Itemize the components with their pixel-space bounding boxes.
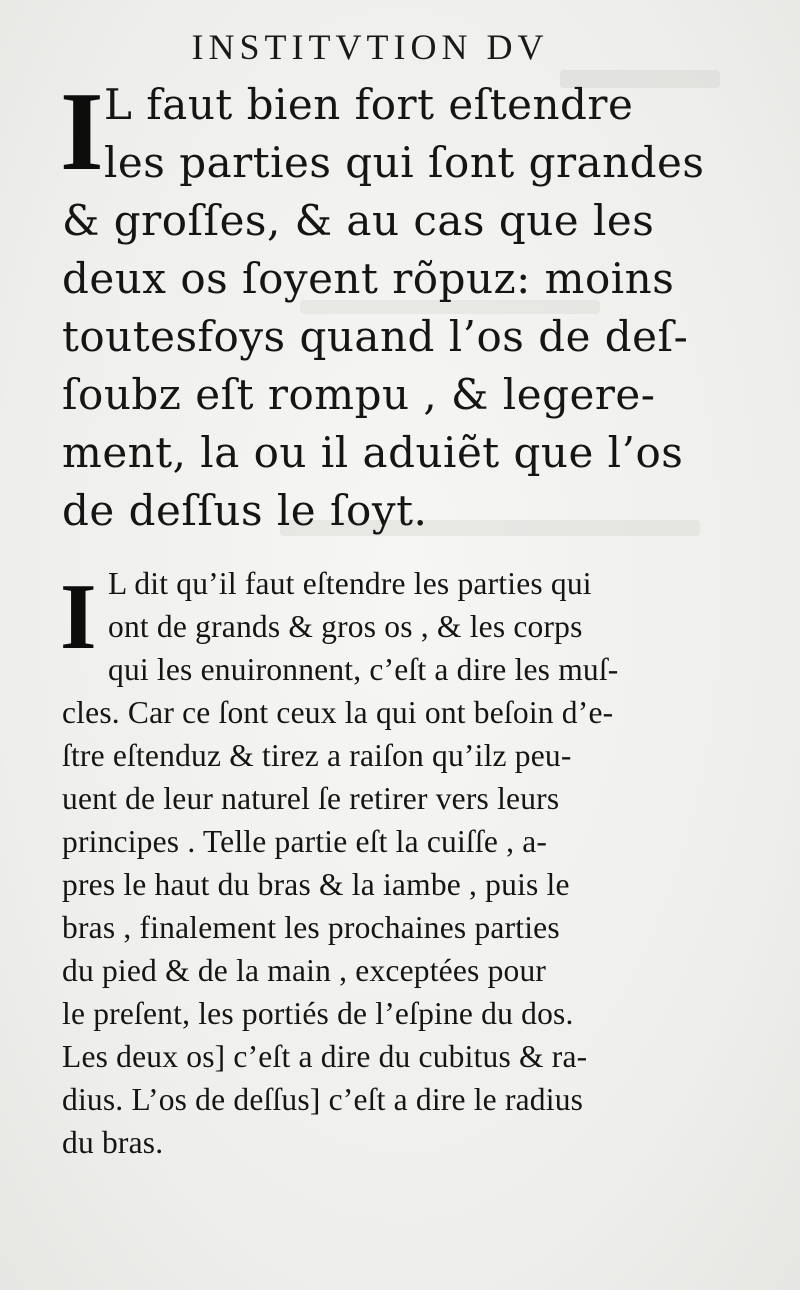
- commentary-line: principes . Telle partie eſt la cuiſſe , a-: [62, 824, 548, 859]
- main-text-line: ment, la ou il aduiẽt que l’os: [62, 428, 684, 477]
- commentary-line: le preſent, les portiés de l’eſpine du dos.: [62, 996, 574, 1031]
- main-text-line: & groſſes, & au cas que les: [62, 196, 655, 245]
- commentary-line: bras , finalement les prochaines parties: [62, 910, 560, 945]
- commentary-line: du bras.: [62, 1125, 164, 1160]
- commentary-line: dius. L’os de deſſus] c’eſt a dire le radius: [62, 1082, 584, 1117]
- commentary-line: ſtre eſtenduz & tirez a raiſon qu’ilz peu-: [62, 738, 572, 773]
- commentary-line: Les deux os] c’eſt a dire du cubitus & ra-: [62, 1039, 588, 1074]
- main-text-line: de deſſus le ſoyt.: [62, 486, 428, 535]
- commentary-line: du pied & de la main , exceptées pour: [62, 953, 547, 988]
- main-text-line: deux os ſoyent rõpuz: moins: [62, 254, 675, 303]
- running-head: INSTITVTION DV: [191, 27, 549, 67]
- drop-cap: I: [60, 565, 97, 669]
- commentary-line: qui les enuironnent, c’eſt a dire les muſ-: [108, 652, 619, 687]
- commentary-line: ont de grands & gros os , & les corps: [108, 609, 583, 644]
- commentary-line: cles. Car ce ſont ceux la qui ont beſoin d’e-: [62, 695, 614, 730]
- main-text-line: L faut bien fort eſtendre: [104, 80, 634, 129]
- commentary-line: uent de leur naturel ſe retirer vers leurs: [62, 781, 560, 816]
- commentary-line: pres le haut du bras & la iambe , puis le: [62, 867, 570, 902]
- main-text-line: les parties qui ſont grandes: [104, 138, 705, 187]
- commentary-line: L dit qu’il faut eſtendre les parties qui: [108, 566, 592, 601]
- main-text-line: toutesfoys quand l’os de deſ-: [62, 312, 689, 361]
- drop-cap: I: [60, 70, 104, 194]
- main-text-line: ſoubz eſt rompu , & legere-: [62, 370, 656, 419]
